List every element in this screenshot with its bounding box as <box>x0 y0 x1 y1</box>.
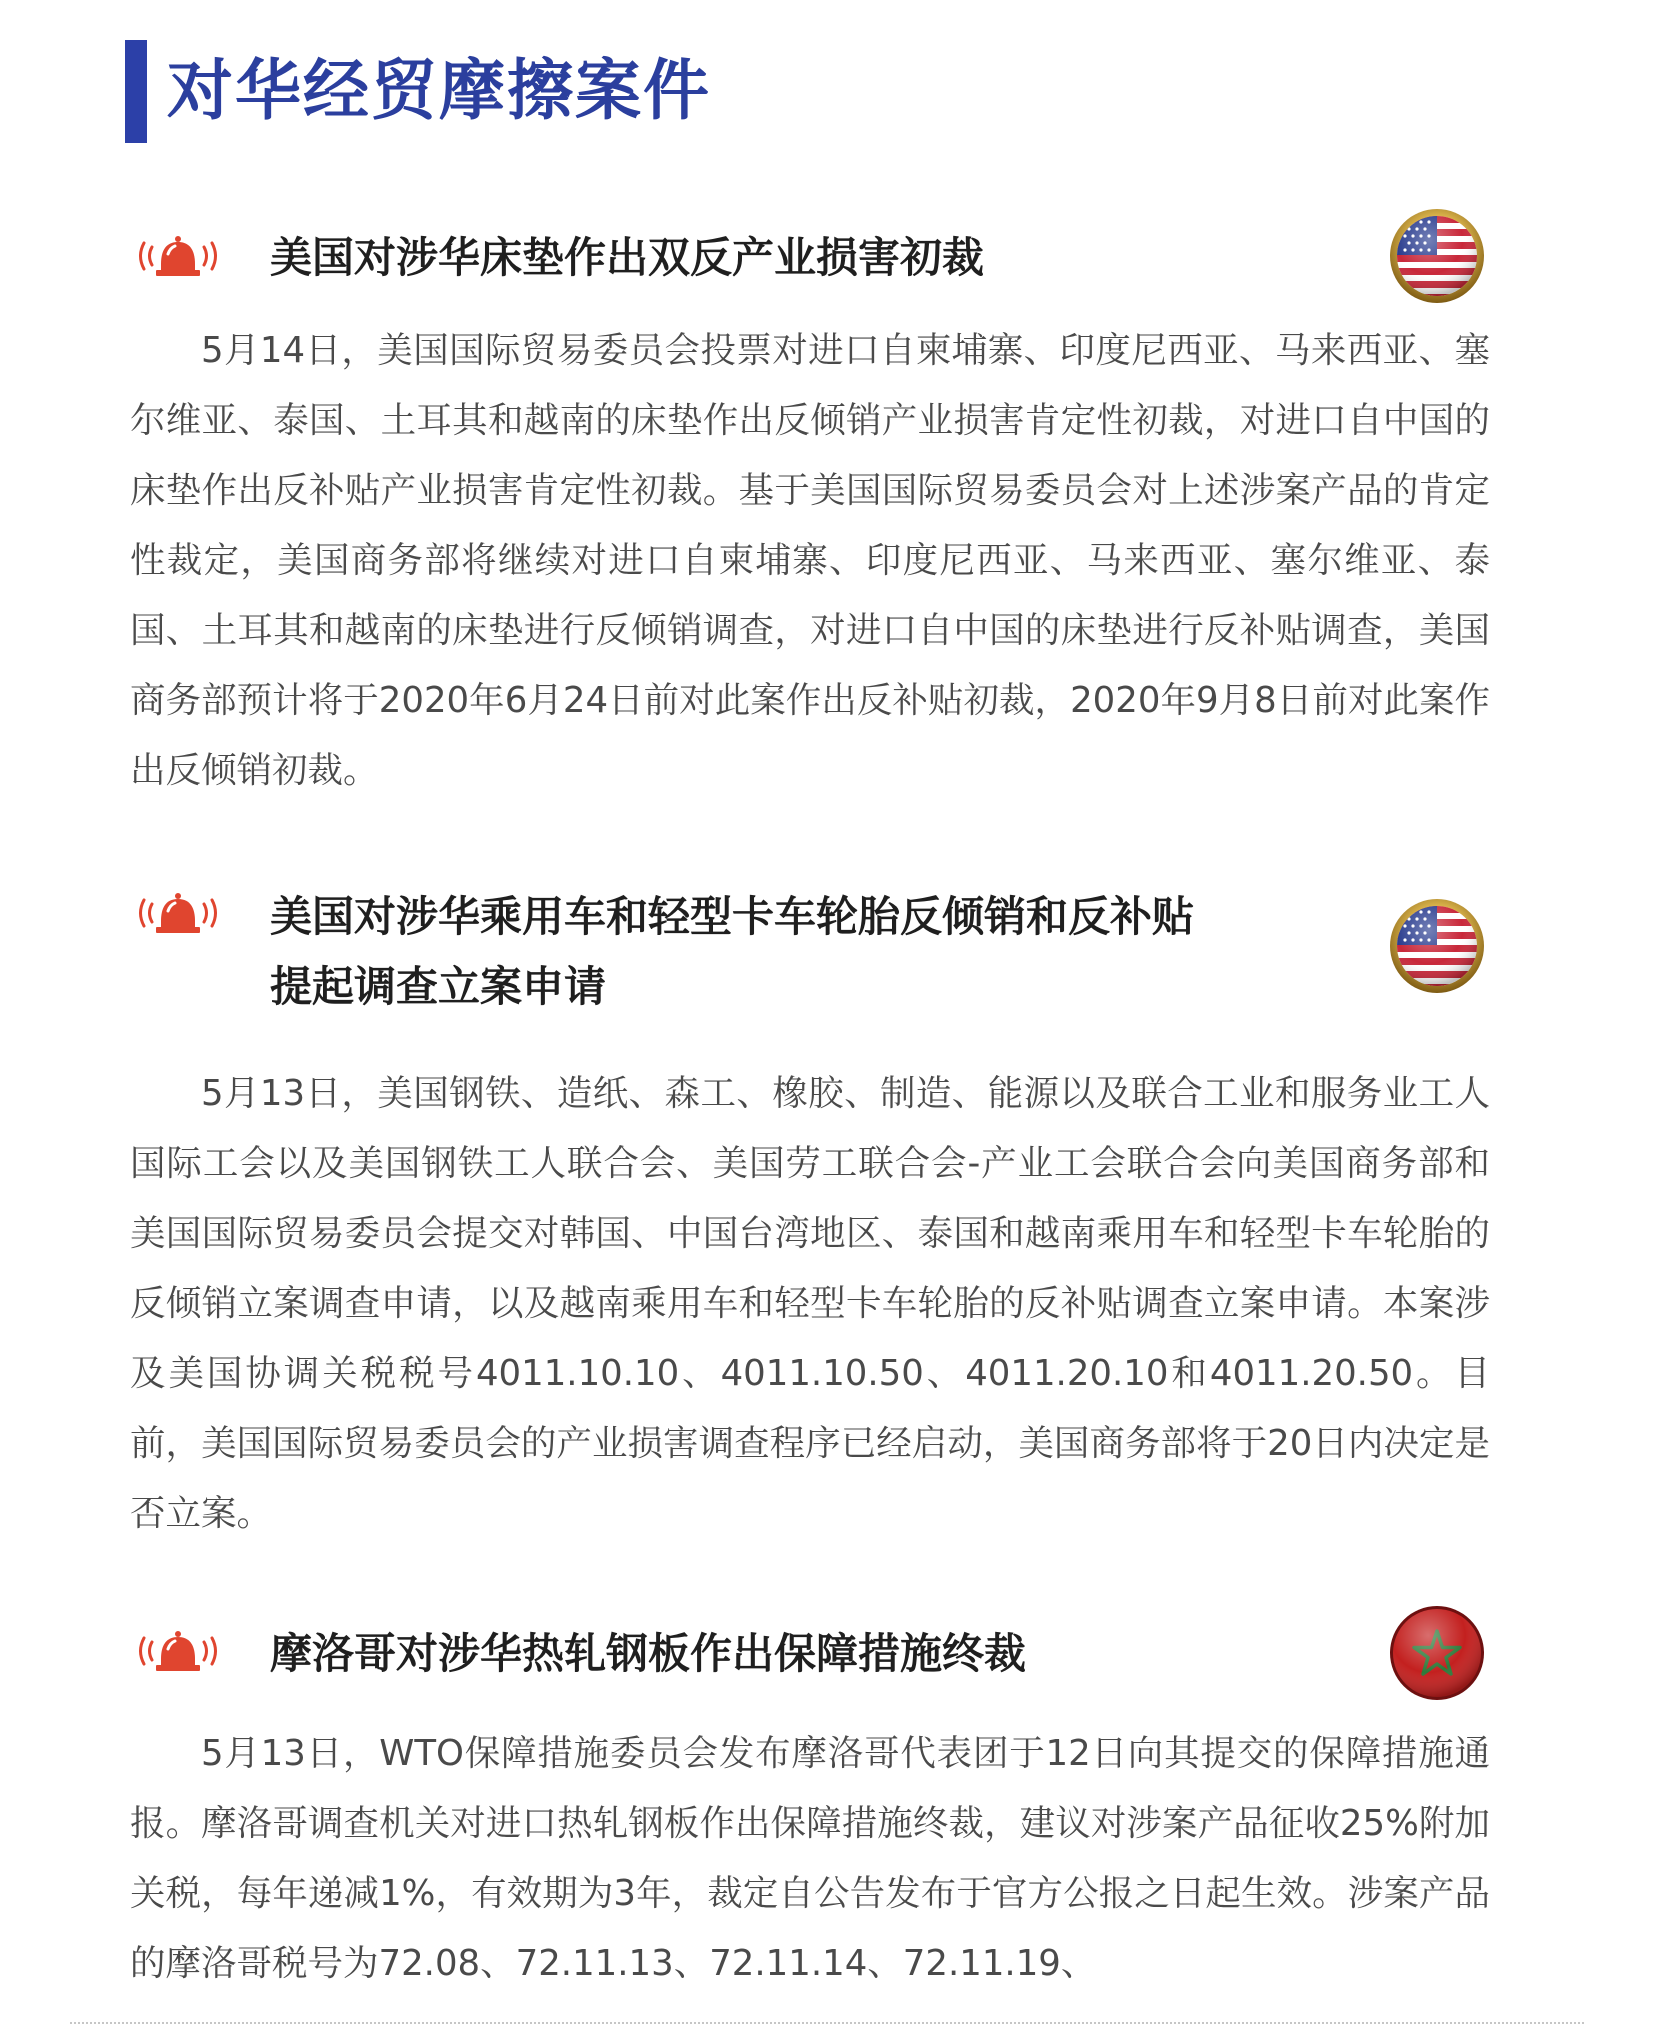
us-flag-icon <box>1389 208 1485 304</box>
alarm-bell-icon <box>128 885 228 941</box>
us-flag-icon <box>1389 898 1485 994</box>
article-body: 5月13日，美国钢铁、造纸、森工、橡胶、制造、能源以及联合工业和服务业工人国际工会以及美国钢铁工人联合会、美国劳工联合会-产业工会联合会向美国商务部和美国国际贸易委员会提交对韩国、中国台湾地区、泰国和越南乘用车和轻型卡车轮胎的反倾销立案调查申请，以及越南乘用车和轻型卡车轮胎的反补贴调查立案申请。本案涉及美国协调关税税号4011.10.10、4011.10.50、4011.20.10和4011.20.50。目前，美国国际贸易委员会的产业损害调查程序已经启动，美国商务部将于20日内决定是否立案。 <box>130 1073 1490 1534</box>
article-body: 5月13日，WTO保障措施委员会发布摩洛哥代表团于12日向其提交的保障措施通报。摩洛哥调查机关对进口热轧钢板作出保障措施终裁，建议对涉案产品征收25%附加关税，每年递减1%，有效期为3年，裁定自公告发布于官方公报之日起生效。涉案产品的摩洛哥税号为72.08、72.11.13、72.11.14、72.11.19、 <box>130 1733 1490 1984</box>
article-title-line-2: 提起调查立案申请 <box>270 962 607 1011</box>
article-body: 5月14日，美国国际贸易委员会投票对进口自柬埔寨、印度尼西亚、马来西亚、塞尔维亚、泰国、土耳其和越南的床垫作出反倾销产业损害肯定性初裁，对进口自中国的床垫作出反补贴产业损害肯定性初裁。基于美国国际贸易委员会对上述涉案产品的肯定性裁定，美国商务部将继续对进口自柬埔寨、印度尼西亚、马来西亚、塞尔维亚、泰国、土耳其和越南的床垫进行反倾销调查，对进口自中国的床垫进行反补贴调查，美国商务部预计将于2020年6月24日前对此案作出反补贴初裁，2020年9月8日前对此案作出反倾销初裁。 <box>130 330 1490 791</box>
article-title: 美国对涉华床垫作出双反产业损害初裁 <box>270 233 985 282</box>
dotted-divider <box>70 2022 1584 2024</box>
article-title: 摩洛哥对涉华热轧钢板作出保障措施终裁 <box>270 1629 1027 1678</box>
section-title: 对华经贸摩擦案件 <box>167 52 711 129</box>
section-accent-bar <box>125 40 147 143</box>
alarm-bell-icon <box>128 1623 228 1679</box>
article-title-line-1: 美国对涉华乘用车和轻型卡车轮胎反倾销和反补贴 <box>270 892 1195 941</box>
alarm-bell-icon <box>128 228 228 284</box>
morocco-flag-icon <box>1389 1605 1485 1701</box>
